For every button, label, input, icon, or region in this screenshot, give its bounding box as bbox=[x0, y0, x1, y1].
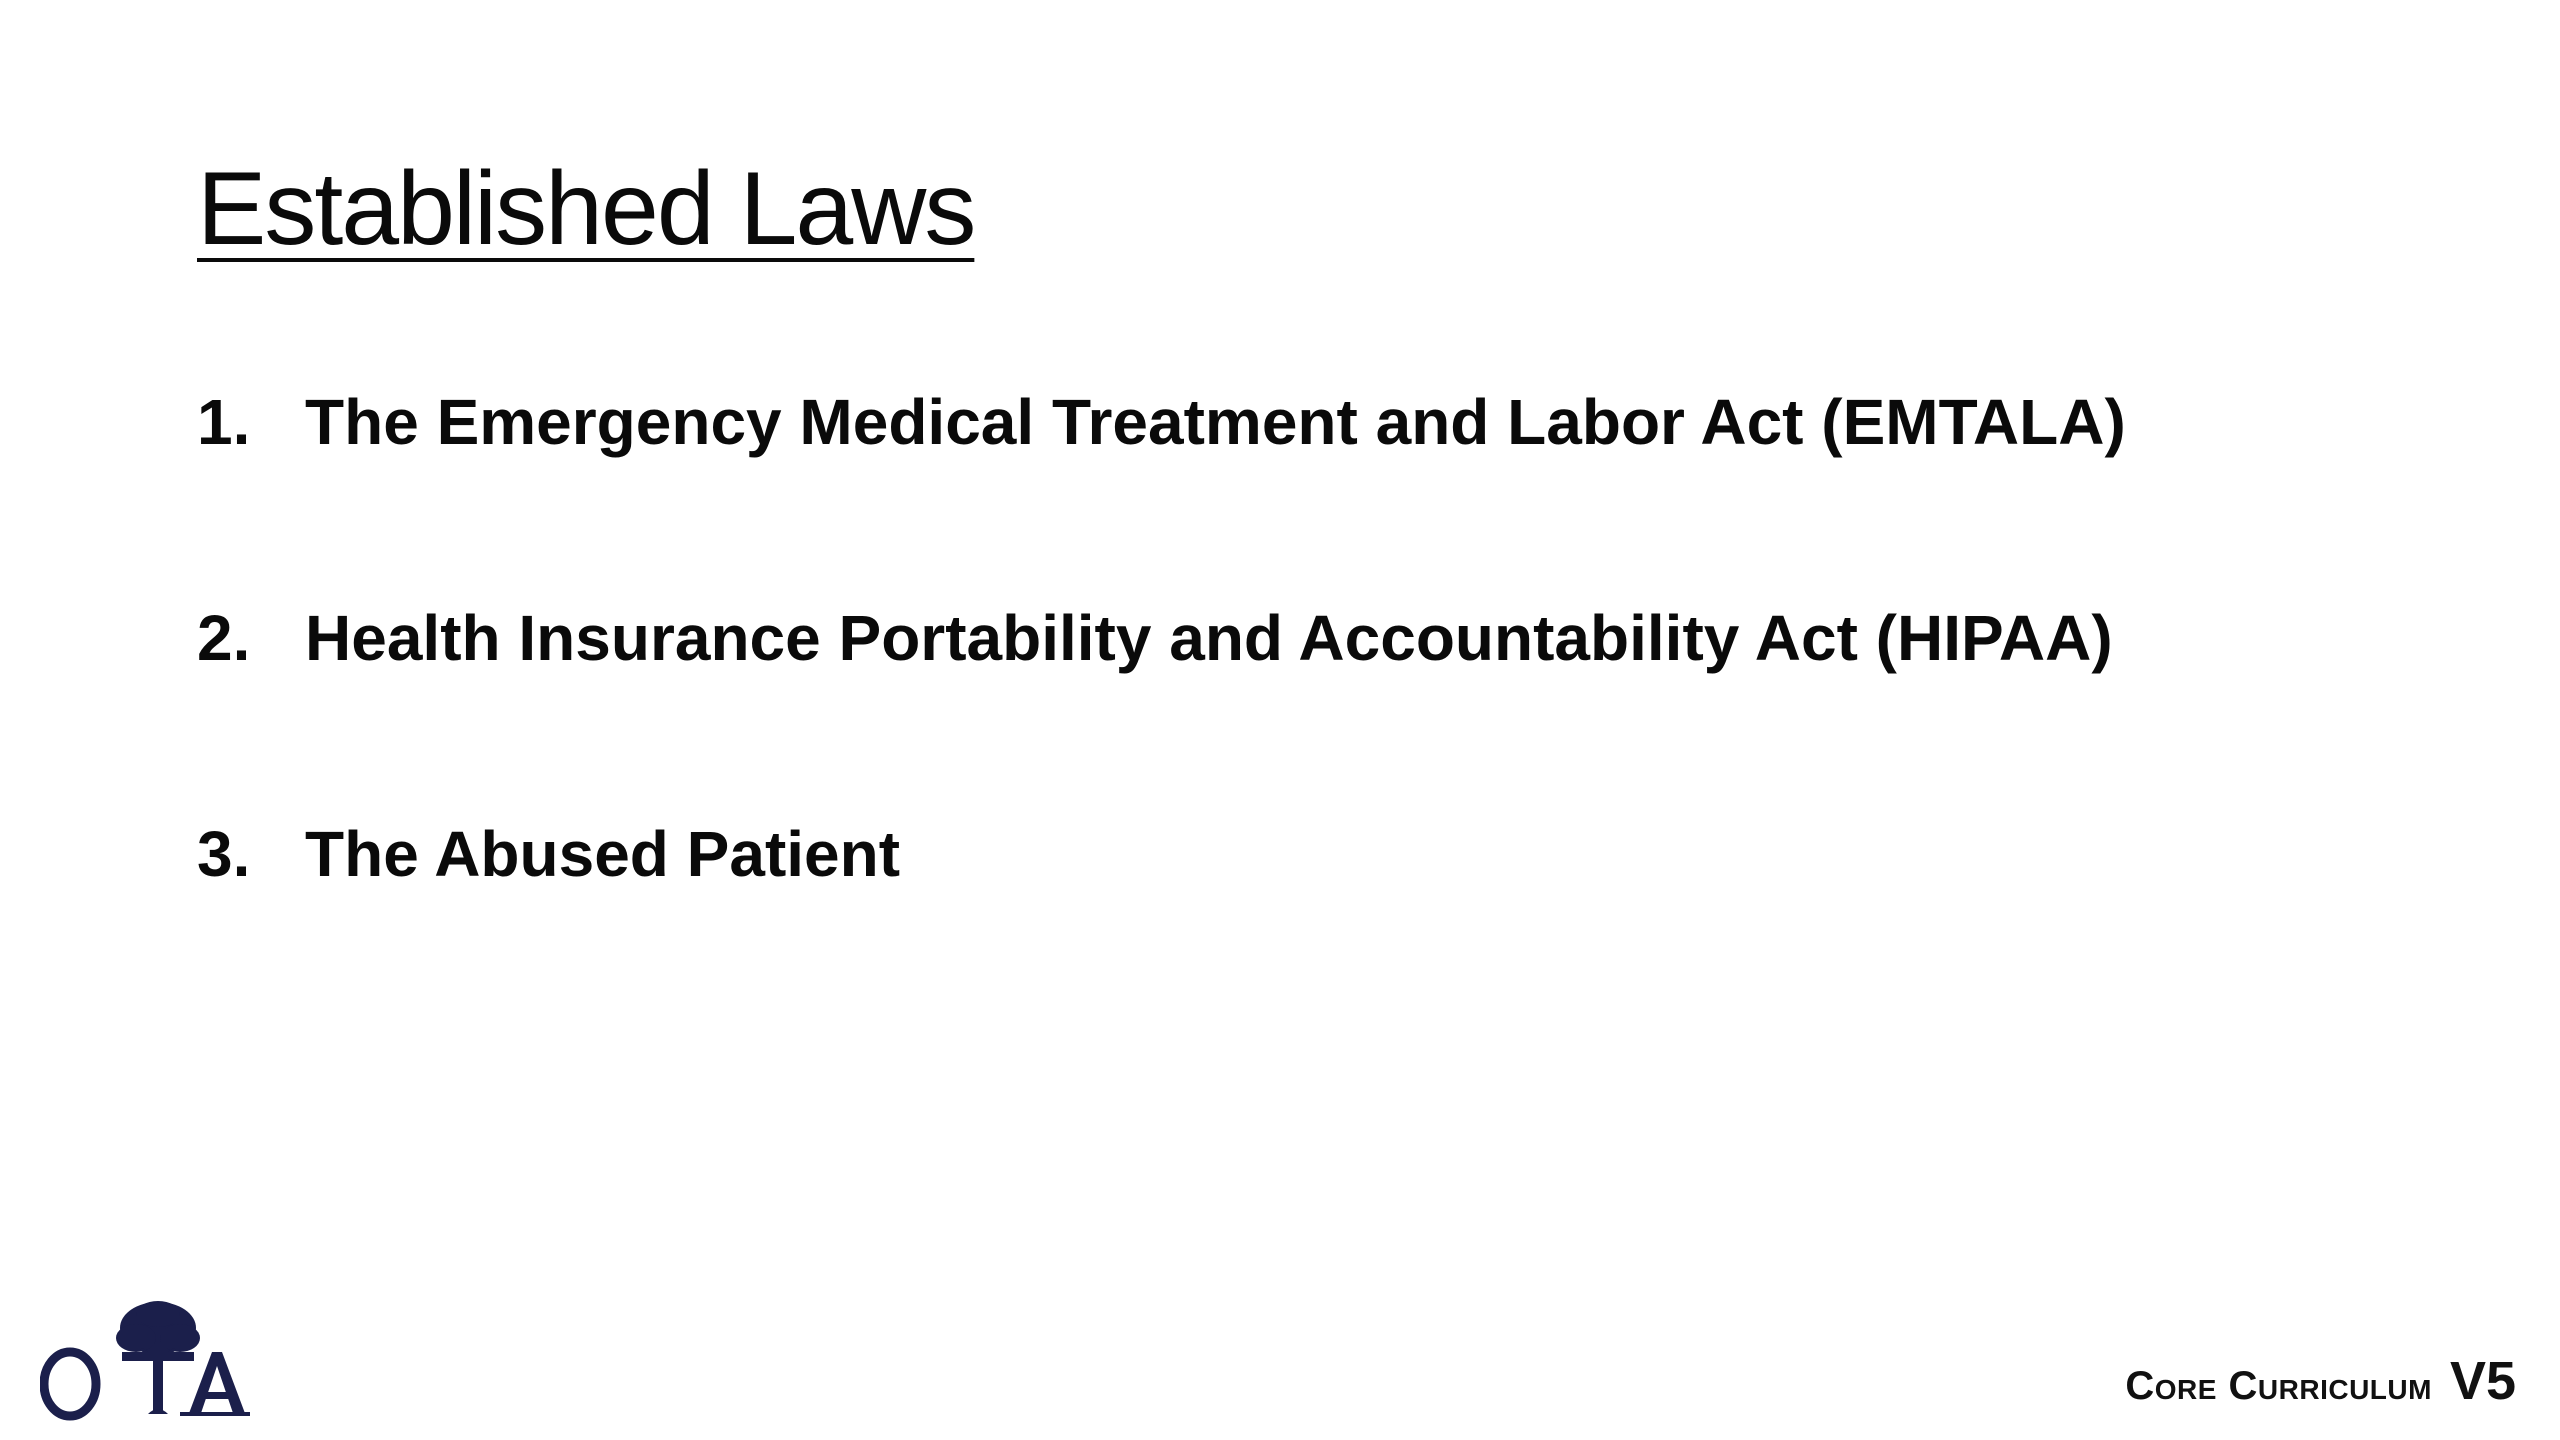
footer-version: V5 bbox=[2449, 1351, 2516, 1411]
ota-logo bbox=[40, 1300, 250, 1430]
list-item-number: 3. bbox=[197, 818, 251, 890]
list-item bbox=[197, 385, 2126, 601]
list-item bbox=[197, 817, 2126, 1033]
list-item-text: Health Insurance Portability and Accountability Act (HIPAA) bbox=[305, 602, 2113, 674]
list-item-number: 2. bbox=[197, 602, 251, 674]
list-item-text: The Emergency Medical Treatment and Labor Act (EMTALA) bbox=[305, 386, 2126, 458]
laws-list bbox=[197, 385, 2126, 1033]
footer-brand bbox=[2125, 1350, 2516, 1412]
list-item-text: The Abused Patient bbox=[305, 818, 901, 890]
list-item bbox=[197, 601, 2126, 817]
logo-lettering bbox=[44, 1352, 250, 1416]
footer-brand-text: Core Curriculum bbox=[2125, 1364, 2432, 1408]
slide-title: Established Laws bbox=[197, 151, 975, 267]
list-item-number: 1. bbox=[197, 386, 251, 458]
